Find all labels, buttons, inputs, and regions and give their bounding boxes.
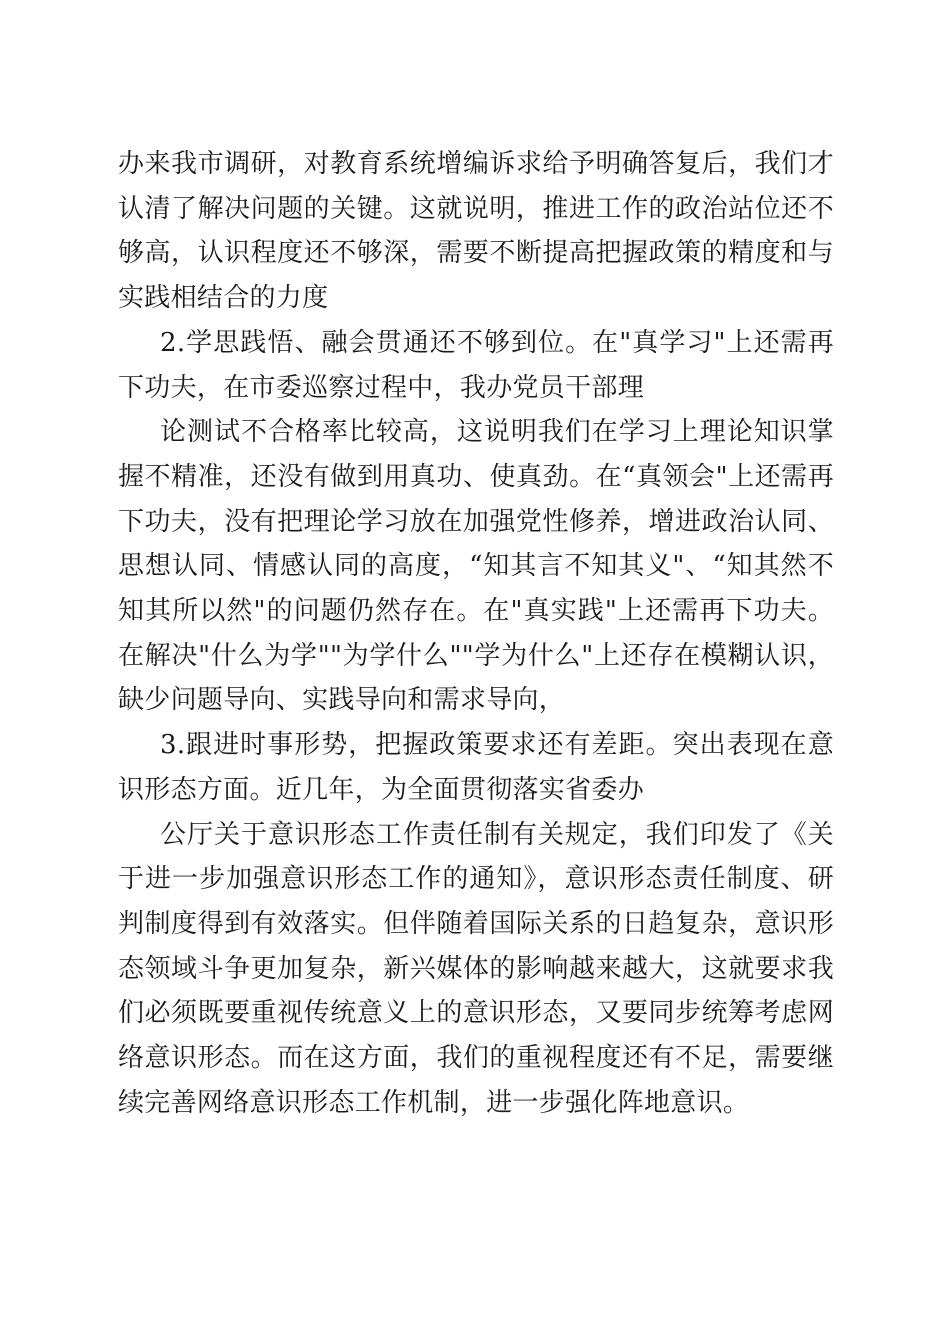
paragraph-p1: 办来我市调研，对教育系统增编诉求给予明确答复后，我们才认清了解决问题的关键。这就说明，推进工作的政治站位还不够高，认识程度还不够深，需要不断提高把握政策的精度和与实践相结合的力度	[118, 149, 834, 314]
paragraph-p2: 2.学思践悟、融会贯通还不够到位。在"真学习"上还需再下功夫，在市委巡察过程中，我办党员干部理	[118, 327, 834, 403]
paragraph-p4: 3.跟进时事形势，把握政策要求还有差距。突出表现在意识形态方面。近几年，为全面贯彻落实省委办	[118, 730, 834, 805]
paragraph-p5: 公厅关于意识形态工作责任制有关规定，我们印发了《关于进一步加强意识形态工作的通知》，意识形态责任制度、研判制度得到有效落实。但伴随着国际关系的日趋复杂，意识形态领域斗争更加复杂，新兴媒体的影响越来越大，这就要求我们必须既要重视传统意义上的意识形态，又要同步统筹考虑网络意识形态。而在这方面，我们的重视程度还有不足，需要继续完善网络意识形态工作机制，进一步强化阵地意识。	[118, 819, 834, 1118]
paragraph-p3: 论测试不合格率比较高，这说明我们在学习上理论知识掌握不精准，还没有做到用真功、使真劲。在“真领会"上还需再下功夫，没有把理论学习放在加强党性修养，增进政治认同、思想认同、情感认同的高度，“知其言不知其义"、“知其然不知其所以然"的问题仍然存在。在"真实践"上还需再下功夫。在解决"什么为学""为学什么""学为什么"上还存在模糊认识，缺少问题导向、实践导向和需求导向，	[118, 417, 834, 716]
document-body	[118, 142, 834, 1125]
